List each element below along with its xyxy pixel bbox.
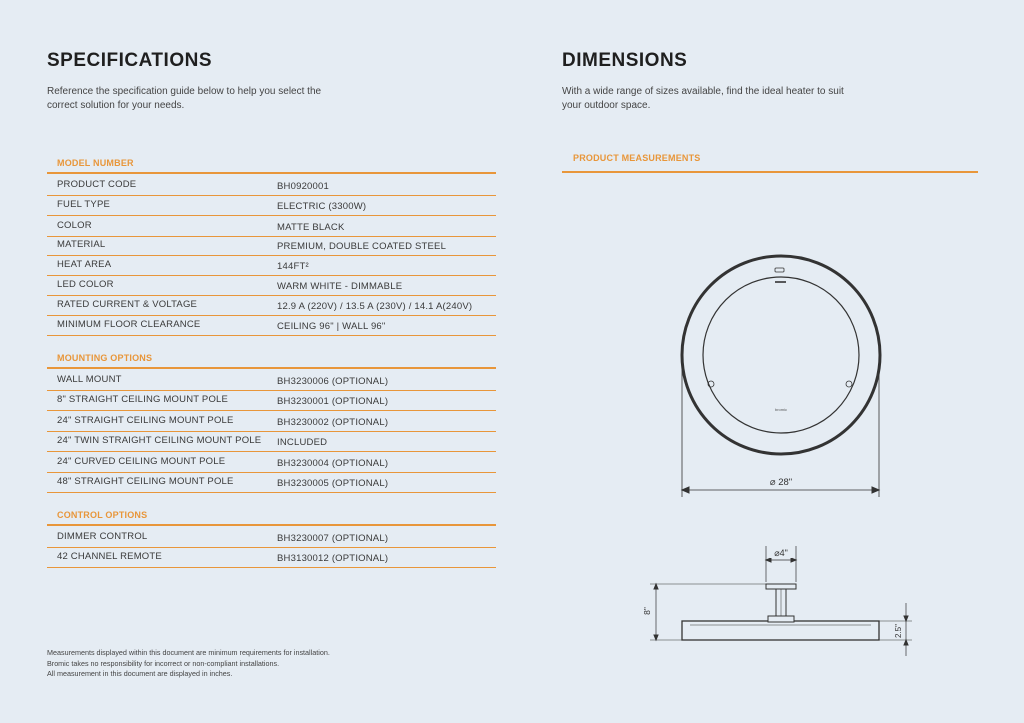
- heater-outer-ring: [682, 256, 880, 454]
- arrow-up-icon: [904, 640, 908, 645]
- spec-value: BH3230005 (OPTIONAL): [277, 478, 389, 489]
- spec-value: INCLUDED: [277, 437, 328, 448]
- arrow-down-icon: [904, 616, 908, 621]
- arrow-right-icon: [872, 487, 879, 493]
- spec-key: MATERIAL: [57, 239, 106, 250]
- dimensions-intro-line2: your outdoor space.: [562, 100, 651, 111]
- spec-value: 12.9 A (220V) / 13.5 A (230V) / 14.1 A(240V): [277, 301, 473, 312]
- arrow-right-icon: [791, 558, 796, 562]
- spec-key: LED COLOR: [57, 279, 114, 290]
- control-options-heading: CONTROL OPTIONS: [57, 510, 148, 520]
- heater-side-view: [650, 546, 912, 656]
- product-measurements-heading: PRODUCT MEASUREMENTS: [573, 153, 701, 163]
- ceiling-plate: [766, 584, 796, 589]
- arrow-left-icon: [682, 487, 689, 493]
- spec-value: BH3230004 (OPTIONAL): [277, 458, 389, 469]
- spec-value: BH3230001 (OPTIONAL): [277, 396, 389, 407]
- spec-key: 42 CHANNEL REMOTE: [57, 551, 162, 562]
- spec-key: 24" CURVED CEILING MOUNT POLE: [57, 456, 226, 467]
- spec-value: WARM WHITE - DIMMABLE: [277, 281, 403, 292]
- footnote-line2: Bromic takes no responsibility for incorrect or non-compliant installations.: [47, 658, 280, 668]
- arrow-up-icon: [654, 584, 658, 589]
- spec-key: RATED CURRENT & VOLTAGE: [57, 299, 198, 310]
- spec-value: BH3130012 (OPTIONAL): [277, 553, 389, 564]
- model-number-heading: MODEL NUMBER: [57, 158, 134, 168]
- spec-key: COLOR: [57, 220, 92, 231]
- brand-mark: bromic: [774, 407, 788, 412]
- spec-key: 24" STRAIGHT CEILING MOUNT POLE: [57, 415, 234, 426]
- spec-key: PRODUCT CODE: [57, 179, 137, 190]
- pole-bracket: [768, 616, 794, 622]
- spec-value: BH0920001: [277, 181, 329, 192]
- spec-value: PREMIUM, DOUBLE COATED STEEL: [277, 241, 447, 252]
- spec-key: HEAT AREA: [57, 259, 112, 270]
- footnote-line3: All measurement in this document are displayed in inches.: [47, 669, 233, 678]
- spec-key: MINIMUM FLOOR CLEARANCE: [57, 319, 201, 330]
- side-fixing-right: [846, 381, 852, 387]
- heater-body: [682, 621, 879, 640]
- spec-key: DIMMER CONTROL: [57, 531, 148, 542]
- body-height-label: 2.5": [894, 624, 903, 638]
- heater-top-view: [682, 256, 880, 497]
- dimensions-intro-line1: With a wide range of sizes available, find the ideal heater to suit: [562, 86, 844, 97]
- spec-value: ELECTRIC (3300W): [277, 201, 367, 212]
- spec-value: CEILING 96" | WALL 96": [277, 321, 386, 332]
- specifications-intro-line2: correct solution for your needs.: [47, 100, 185, 111]
- mount-bracket: [775, 268, 784, 272]
- dimensions-title: DIMENSIONS: [562, 50, 688, 71]
- mounting-options-heading: MOUNTING OPTIONS: [57, 353, 153, 363]
- pole-height-label: 8": [642, 607, 652, 615]
- spec-value: BH3230002 (OPTIONAL): [277, 417, 389, 428]
- specifications-intro-line1: Reference the specification guide below to help you select the: [47, 86, 322, 97]
- spec-value: BH3230006 (OPTIONAL): [277, 376, 389, 387]
- spec-key: FUEL TYPE: [57, 199, 111, 210]
- diameter-label: ⌀ 28": [769, 477, 793, 488]
- arrow-down-icon: [654, 635, 658, 640]
- spec-key: 48" STRAIGHT CEILING MOUNT POLE: [57, 476, 234, 487]
- footnote-line1: Measurements displayed within this document are minimum requirements for installation.: [47, 648, 330, 657]
- spec-value: MATTE BLACK: [277, 222, 345, 233]
- pole-diameter-label: ⌀4": [774, 548, 788, 558]
- spec-key: 24" TWIN STRAIGHT CEILING MOUNT POLE: [57, 435, 262, 446]
- spec-key: 8" STRAIGHT CEILING MOUNT POLE: [57, 394, 229, 405]
- spec-key: WALL MOUNT: [57, 374, 122, 385]
- arrow-left-icon: [766, 558, 771, 562]
- spec-value: BH3230007 (OPTIONAL): [277, 533, 389, 544]
- specifications-title: SPECIFICATIONS: [47, 50, 212, 71]
- spec-value: 144FT²: [277, 261, 309, 272]
